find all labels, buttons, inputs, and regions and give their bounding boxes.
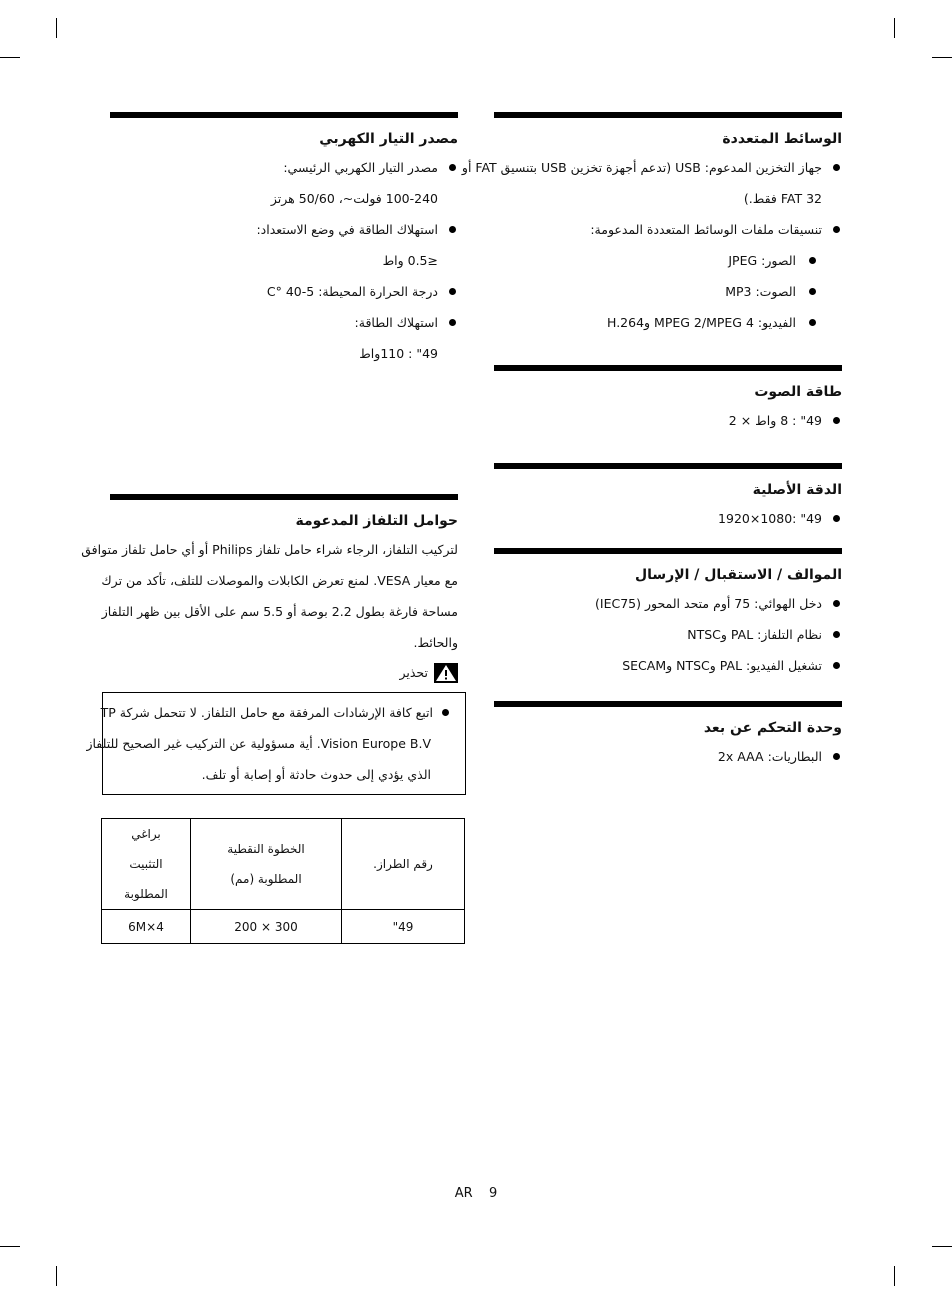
sub-list-item: الصوت: MP3 xyxy=(494,276,842,307)
crop-mark xyxy=(894,18,895,38)
section-title: وحدة التحكم عن بعد xyxy=(703,720,842,736)
bullet-icon xyxy=(809,257,816,264)
multimedia-section xyxy=(461,112,842,338)
page-number: 9 xyxy=(488,1186,498,1201)
section-title: الموالف / الاستقبال / الإرسال xyxy=(634,567,842,583)
table-row xyxy=(102,910,465,944)
list-item-continuation: FAT 32 فقط.) xyxy=(743,191,822,206)
paragraph-line: مع معيار VESA. لمنع تعرض الكابلات والموصلات للتلف، تأكد من ترك xyxy=(101,573,458,588)
crop-mark xyxy=(0,1246,20,1247)
bullet-icon xyxy=(833,662,840,669)
list-item: 49" :1080×1920 xyxy=(494,503,842,534)
paragraph-line: والحائط. xyxy=(413,635,458,650)
section-rule xyxy=(110,494,458,500)
list-item-continuation: Vision Europe B.V. أية مسؤولية عن التركيب غير الصحيح للتلفاز xyxy=(86,736,431,751)
table-cell: 6M×4 xyxy=(102,910,191,944)
warning-icon xyxy=(434,663,458,683)
bullet-icon xyxy=(449,164,456,171)
crop-mark xyxy=(932,1246,952,1247)
bullet-icon xyxy=(449,319,456,326)
section-title: طاقة الصوت xyxy=(754,384,842,400)
vesa-table xyxy=(101,818,465,944)
bullet-icon xyxy=(833,164,840,171)
sub-list-item: الفيديو: MPEG 2/MPEG 4 وH.264 xyxy=(494,307,842,338)
crop-mark xyxy=(56,18,57,38)
mount-section xyxy=(81,494,466,795)
list-item: البطاريات: 2x AAA xyxy=(494,741,842,772)
warning-heading xyxy=(110,658,458,688)
crop-mark xyxy=(894,1266,895,1286)
section-rule xyxy=(494,112,842,118)
sub-list-item: الصور: JPEG xyxy=(494,245,842,276)
list-item-continuation: الذي يؤدي إلى حدوث حادثة أو إصابة أو تلف. xyxy=(201,767,431,782)
table-header-cell: رقم الطراز. xyxy=(342,819,465,910)
list-item-continuation: 49" : 110واط xyxy=(359,346,438,361)
bullet-icon xyxy=(809,319,816,326)
right-column xyxy=(461,112,842,772)
table-cell: 49" xyxy=(342,910,465,944)
sound-power-section xyxy=(494,365,842,436)
section-rule xyxy=(110,112,458,118)
tuner-section xyxy=(494,548,842,681)
section-rule xyxy=(494,548,842,554)
warning-box xyxy=(86,692,466,795)
crop-mark xyxy=(0,57,20,58)
bullet-icon xyxy=(449,288,456,295)
list-item: دخل الهوائي: 75 أوم متحد المحور (IEC75) xyxy=(494,588,842,619)
section-title: الوسائط المتعددة xyxy=(722,131,842,147)
list-item: تشغيل الفيديو: PAL وNTSC وSECAM xyxy=(494,650,842,681)
list-item: استهلاك الطاقة في وضع الاستعداد: xyxy=(110,214,458,245)
list-item: جهاز التخزين المدعوم: USB (تدعم أجهزة تخزين USB بتنسيق FAT أو xyxy=(494,152,842,183)
list-item: استهلاك الطاقة: xyxy=(110,307,458,338)
list-item: نظام التلفاز: PAL وNTSC xyxy=(494,619,842,650)
page-footer xyxy=(0,1186,952,1201)
bullet-icon xyxy=(449,226,456,233)
section-title: مصدر التيار الكهربي xyxy=(319,131,458,147)
section-rule xyxy=(494,463,842,469)
remote-section xyxy=(494,701,842,772)
table-header-row xyxy=(102,819,465,910)
left-column xyxy=(110,112,458,369)
crop-mark xyxy=(56,1266,57,1286)
list-item: اتبع كافة الإرشادات المرفقة مع حامل التلفاز. لا تتحمل شركة TP xyxy=(129,697,451,728)
section-rule xyxy=(494,365,842,371)
bullet-icon xyxy=(442,709,449,716)
section-rule xyxy=(494,701,842,707)
list-item: درجة الحرارة المحيطة: 5-40 °C xyxy=(110,276,458,307)
section-title: الدقة الأصلية xyxy=(752,482,842,498)
list-item-continuation: ≤0.5 واط xyxy=(382,253,438,268)
list-item: 49" : 8 واط × 2 xyxy=(494,405,842,436)
power-section xyxy=(110,112,458,369)
native-resolution-section xyxy=(494,463,842,534)
list-item-continuation: 100-240 فولت~، 50/60 هرتز xyxy=(270,191,438,206)
bullet-icon xyxy=(833,515,840,522)
crop-mark xyxy=(932,57,952,58)
bullet-icon xyxy=(833,417,840,424)
list-item: مصدر التيار الكهربي الرئيسي: xyxy=(110,152,458,183)
table-header-cell: الخطوة النقطية المطلوبة (مم) xyxy=(191,819,342,910)
list-item: تنسيقات ملفات الوسائط المتعددة المدعومة: xyxy=(494,214,842,245)
warning-label: تحذير xyxy=(399,665,428,680)
table-cell: 300 × 200 xyxy=(191,910,342,944)
bullet-icon xyxy=(833,631,840,638)
bullet-icon xyxy=(833,753,840,760)
paragraph-line: لتركيب التلفاز، الرجاء شراء حامل تلفاز Philips أو أي حامل تلفاز متوافق xyxy=(81,542,458,557)
bullet-icon xyxy=(833,226,840,233)
table-header-cell: براغي التثبيت المطلوبة xyxy=(102,819,191,910)
section-title: حوامل التلفاز المدعومة xyxy=(295,513,458,529)
footer-lang: AR xyxy=(454,1186,473,1201)
bullet-icon xyxy=(809,288,816,295)
paragraph-line: مساحة فارغة بطول 2.2 بوصة أو 5.5 سم على الأقل بين ظهر التلفاز xyxy=(101,604,458,619)
bullet-icon xyxy=(833,600,840,607)
